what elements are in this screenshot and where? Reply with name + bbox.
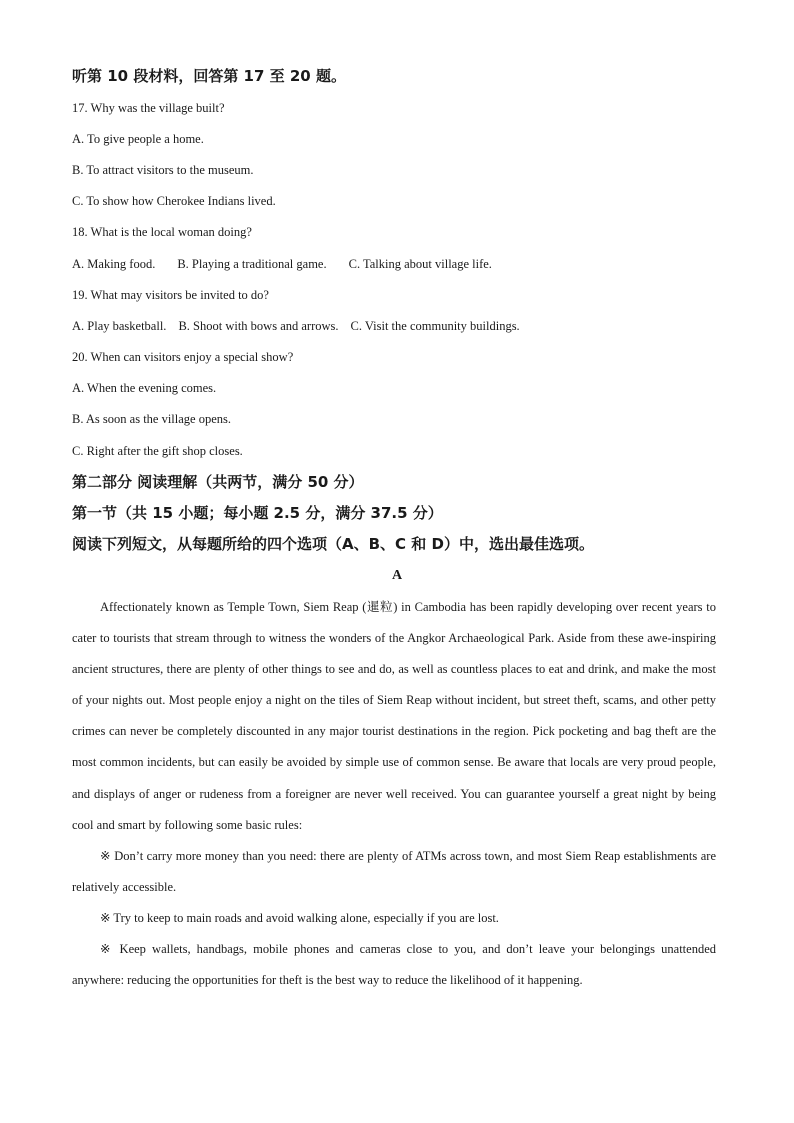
question-18-option-c: C. Talking about village life. bbox=[348, 257, 492, 271]
question-17-option-b: B. To attract visitors to the museum. bbox=[72, 163, 254, 177]
question-19-option-c: C. Visit the community buildings. bbox=[350, 319, 520, 333]
passage-label: A bbox=[391, 568, 403, 583]
question-19-option-b: B. Shoot with bows and arrows. bbox=[178, 319, 339, 333]
question-20-option-a: A. When the evening comes. bbox=[72, 381, 217, 395]
question-18-option-a: A. Making food. bbox=[72, 257, 156, 271]
listening-section-intro: 听第 10 段材料，回答第 17 至 20 题。 bbox=[72, 67, 346, 85]
question-20-option-c: C. Right after the gift shop closes. bbox=[72, 444, 243, 458]
question-19-options bbox=[72, 318, 520, 334]
question-18-option-b: B. Playing a traditional game. bbox=[177, 257, 327, 271]
passage-rule-3: ※ Keep wallets, handbags, mobile phones and cameras close to you, and don’t leave your belongings unattended anywhere: reducing the opportunities for theft is the best way to reduce the likelihood of it happening. bbox=[72, 942, 716, 988]
reading-instruction: 阅读下列短文，从每题所给的四个选项（A、B、C 和 D）中，选出最佳选项。 bbox=[72, 535, 594, 553]
question-20-option-b: B. As soon as the village opens. bbox=[72, 412, 232, 426]
passage-rule-1: ※ Don’t carry more money than you need: there are plenty of ATMs across town, and most Siem Reap establishments are relatively accessible. bbox=[72, 848, 716, 894]
question-18-options bbox=[72, 256, 492, 272]
part2-title: 第二部分 阅读理解（共两节，满分 50 分） bbox=[72, 473, 364, 491]
passage-intro-paragraph: Affectionately known as Temple Town, Siem Reap (暹粒) in Cambodia has been rapidly developing over recent years to cater to tourists that stream through to witness the wonders of the Angkor Archaeological Park. Aside from these awe-inspiring ancient structures, there are plenty of other things to see and do, as well as countless places to eat and drink, and make the most of your nights out. Most people enjoy a night on the tiles of Siem Reap without incident, but street theft, scams, and other petty crimes can never be completely discounted in any major tourist destinations in the region. Pick pocketing and bag theft are the most common incidents, but can easily be avoided by simple use of common sense. Be aware that locals are very proud people, and displays of anger or rudeness from a foreigner are never well received. You can guarantee yourself a great night by being cool and smart by following some basic rules: bbox=[72, 600, 716, 832]
passage-body bbox=[72, 592, 716, 996]
passage-rule-2: ※ Try to keep to main roads and avoid walking alone, especially if you are lost. bbox=[100, 910, 499, 925]
question-18-stem: 18. What is the local woman doing? bbox=[72, 225, 252, 239]
question-19-stem: 19. What may visitors be invited to do? bbox=[72, 288, 269, 302]
question-17-option-c: C. To show how Cherokee Indians lived. bbox=[72, 194, 276, 208]
question-19-option-a: A. Play basketball. bbox=[72, 319, 167, 333]
question-17-option-a: A. To give people a home. bbox=[72, 132, 204, 146]
question-20-stem: 20. When can visitors enjoy a special show? bbox=[72, 350, 294, 364]
section1-title: 第一节（共 15 小题；每小题 2.5 分，满分 37.5 分） bbox=[72, 504, 443, 522]
question-17-stem: 17. Why was the village built? bbox=[72, 101, 225, 115]
